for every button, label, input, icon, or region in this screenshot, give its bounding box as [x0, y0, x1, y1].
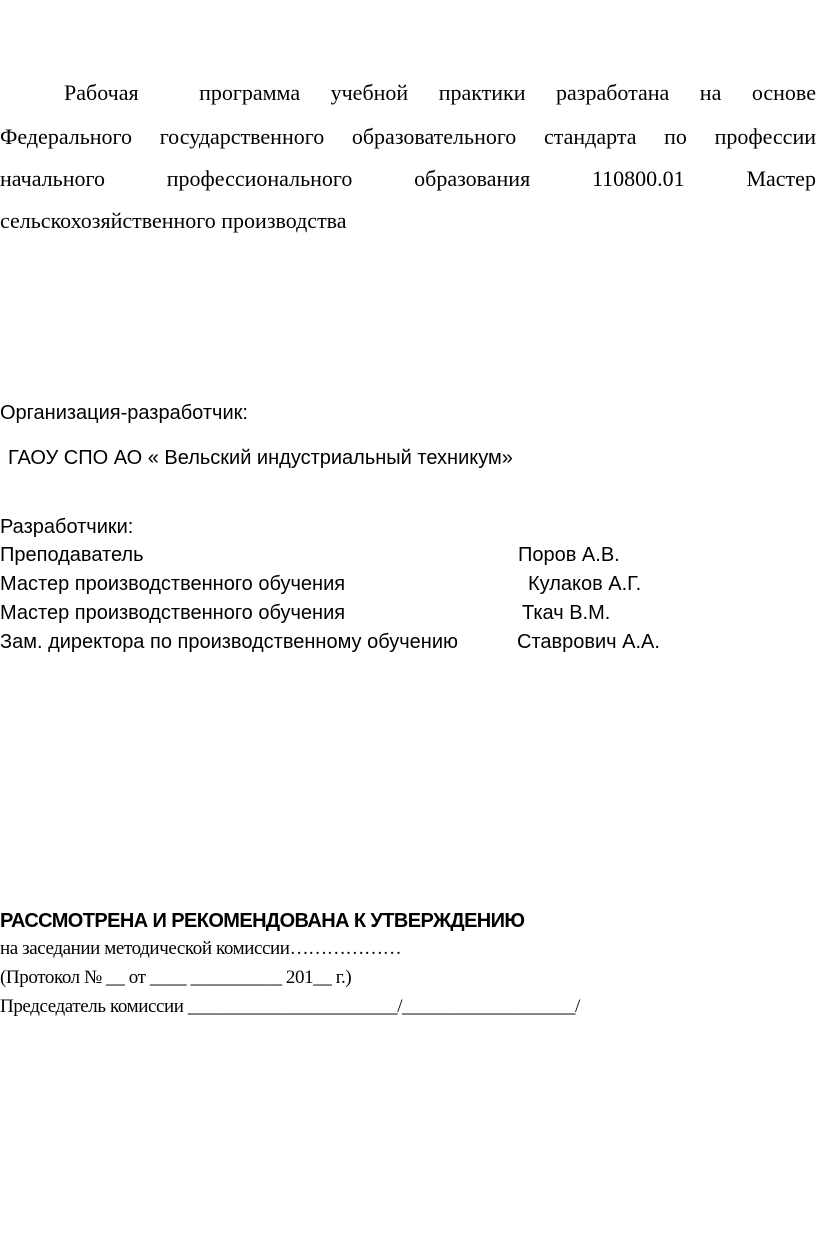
developer-name: Поров А.В.	[518, 544, 620, 566]
approval-heading: РАССМОТРЕНА И РЕКОМЕНДОВАНА К УТВЕРЖДЕНИЮ	[0, 910, 525, 932]
intro-word: практики	[438, 80, 526, 105]
developer-row-1	[0, 544, 816, 567]
organization-label: Организация-разработчик:	[0, 402, 248, 424]
organization-name: ГАОУ СПО АО « Вельский индустриальный техникум»	[8, 447, 513, 469]
intro-line-3	[0, 166, 816, 192]
developer-name: Ткач В.М.	[522, 602, 611, 624]
approval-protocol: (Протокол № __ от ____ __________ 201__ г.)	[0, 967, 352, 988]
intro-word: на	[699, 80, 722, 105]
intro-word: Федерального	[0, 124, 133, 149]
intro-word: 110800.01	[592, 166, 685, 191]
developer-role: Мастер производственного обучения	[0, 573, 346, 595]
intro-word: по	[664, 124, 687, 149]
intro-word: начального	[0, 166, 105, 191]
intro-line-4: сельскохозяйственного производства	[0, 208, 347, 233]
intro-line-2	[0, 124, 816, 150]
intro-word: образовательного	[351, 124, 517, 149]
intro-word: образования	[414, 166, 531, 191]
developer-row-2	[0, 573, 816, 596]
intro-word: профессионального	[166, 166, 353, 191]
developer-name: Ставрович А.А.	[517, 631, 660, 653]
intro-word: учебной	[330, 80, 409, 105]
developer-row-4	[0, 631, 816, 654]
intro-word: государственного	[159, 124, 325, 149]
intro-line-1	[0, 80, 816, 106]
developers-label: Разработчики:	[0, 516, 134, 538]
intro-word: программа	[199, 80, 301, 105]
intro-word: разработана	[555, 80, 670, 105]
developer-name: Кулаков А.Г.	[528, 573, 642, 595]
intro-word: Рабочая	[64, 80, 139, 105]
intro-word: профессии	[714, 124, 816, 149]
developer-role: Мастер производственного обучения	[0, 602, 346, 624]
approval-chair: Председатель комиссии _______________________/___________________/	[0, 996, 580, 1017]
intro-word: Мастер	[746, 166, 816, 191]
developer-role: Преподаватель	[0, 544, 144, 566]
approval-meeting: на заседании методической комиссии………………	[0, 938, 402, 959]
developer-role: Зам. директора по производственному обучению	[0, 631, 458, 653]
developer-row-3	[0, 602, 816, 625]
intro-word: основе	[751, 80, 816, 105]
intro-word: стандарта	[543, 124, 637, 149]
